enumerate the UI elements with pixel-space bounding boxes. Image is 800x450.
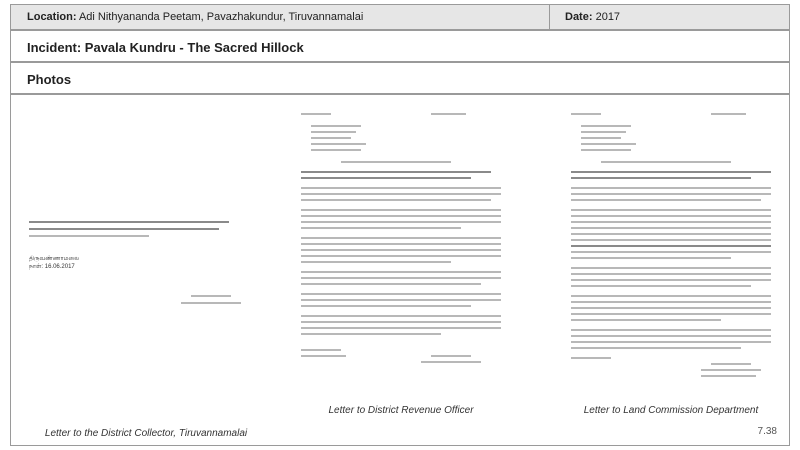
incident-label: Incident: bbox=[27, 40, 82, 55]
location-label: Location: bbox=[27, 11, 77, 23]
photos-heading: Photos bbox=[27, 72, 72, 87]
letter-place: திருவண்ணாமலை bbox=[29, 256, 80, 262]
header-row bbox=[10, 4, 790, 30]
location-cell bbox=[11, 5, 550, 29]
caption-collector-letter: Letter to the District Collector, Tiruvannamalai bbox=[44, 428, 248, 439]
page-number: 7.38 bbox=[757, 426, 777, 437]
letter-image-land-commission bbox=[561, 105, 781, 405]
letter-date: நாள்: 16.06.2017 bbox=[29, 264, 75, 270]
date-label: Date: bbox=[565, 11, 593, 23]
incident-heading bbox=[27, 40, 304, 55]
location-value: Adi Nithyananda Peetam, Pavazhakundur, Tiruvannamalai bbox=[78, 11, 364, 23]
date-cell bbox=[549, 5, 789, 29]
letter-image-collector bbox=[21, 105, 271, 405]
caption-land-commission-letter: Letter to Land Commission Department bbox=[583, 405, 759, 416]
date-value: 2017 bbox=[595, 11, 621, 23]
photos-body bbox=[10, 94, 790, 446]
caption-revenue-officer-letter: Letter to District Revenue Officer bbox=[328, 405, 474, 416]
incident-value: Pavala Kundru - The Sacred Hillock bbox=[84, 40, 304, 55]
photos-row bbox=[10, 62, 790, 94]
letter-image-revenue-officer bbox=[291, 105, 511, 405]
incident-row bbox=[10, 30, 790, 62]
